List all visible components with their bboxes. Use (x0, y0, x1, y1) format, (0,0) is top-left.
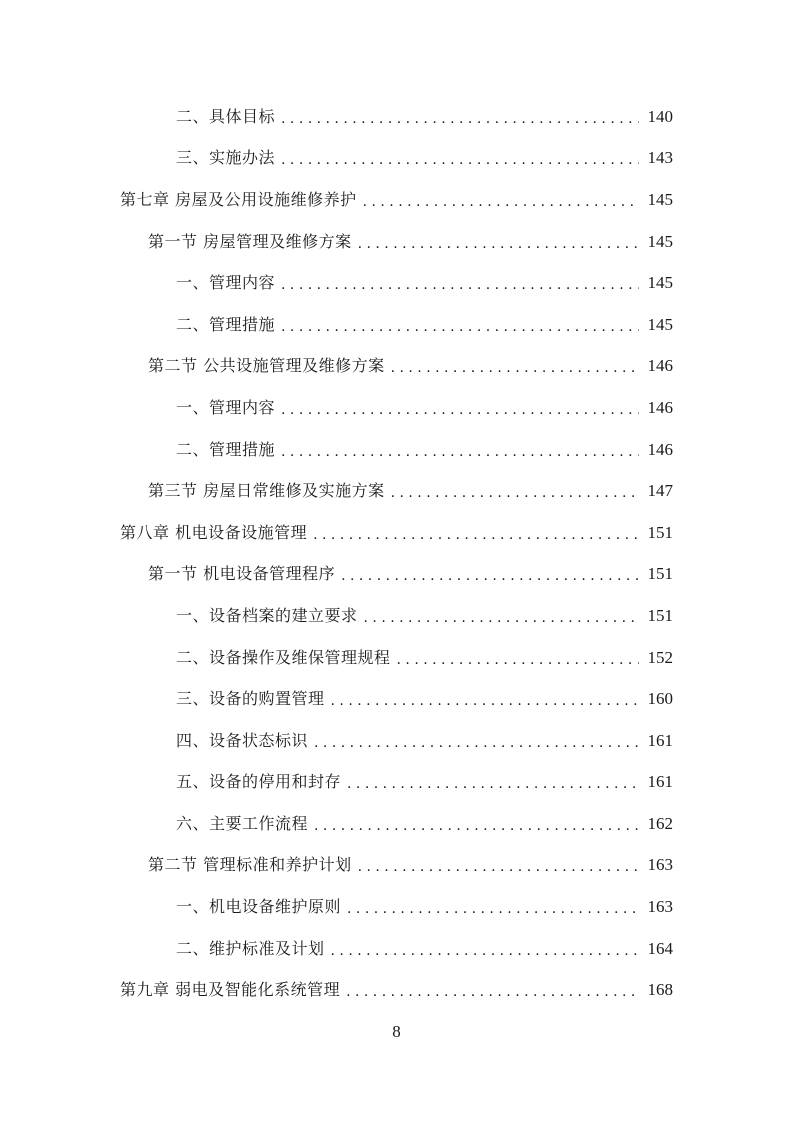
toc-entry[interactable] (0, 928, 793, 970)
toc-entry[interactable] (0, 346, 793, 388)
toc-entry-label: 五、设备的停用和封存 (176, 772, 342, 792)
toc-entry-page-number: 146 (647, 439, 673, 459)
toc-entry-label: 第三节 房屋日常维修及实施方案 (148, 481, 385, 501)
toc-entry-label: 一、管理内容 (176, 273, 276, 293)
toc-entry-page-number: 152 (647, 647, 673, 667)
dot-leader (314, 816, 639, 836)
dot-leader (281, 442, 639, 462)
toc-entry-label: 第八章 机电设备设施管理 (120, 522, 308, 542)
toc-entry[interactable] (0, 470, 793, 512)
dot-leader (281, 109, 639, 129)
toc-entry[interactable] (0, 637, 793, 679)
toc-entry-page-number: 146 (647, 397, 673, 417)
dot-leader (281, 150, 639, 170)
dot-leader (281, 275, 639, 295)
toc-entry-label: 第二节 公共设施管理及维修方案 (148, 356, 385, 376)
toc-entry-page-number: 163 (647, 855, 673, 875)
toc-entry-label: 四、设备状态标识 (176, 730, 309, 750)
toc-entry-page-number: 161 (647, 772, 673, 792)
toc-entry[interactable] (0, 304, 793, 346)
toc-entry-label: 三、实施办法 (176, 148, 276, 168)
toc-entry-label: 二、管理措施 (176, 439, 276, 459)
dot-leader (358, 857, 639, 877)
toc-entry-page-number: 147 (647, 481, 673, 501)
toc-entry-label: 二、设备操作及维保管理规程 (176, 647, 391, 667)
toc-entry[interactable] (0, 969, 793, 1011)
toc-entry[interactable] (0, 845, 793, 887)
dot-leader (331, 941, 639, 961)
toc-entry[interactable] (0, 720, 793, 762)
toc-entry[interactable] (0, 512, 793, 554)
dot-leader (346, 982, 639, 1002)
toc-entry-label: 第七章 房屋及公用设施维修养护 (120, 189, 357, 209)
dot-leader (347, 774, 639, 794)
dot-leader (314, 733, 639, 753)
toc-entry-page-number: 140 (647, 106, 673, 126)
toc-entry-label: 一、机电设备维护原则 (176, 897, 342, 917)
toc-entry[interactable] (0, 803, 793, 845)
page-number: 8 (392, 1022, 401, 1041)
dot-leader (364, 608, 639, 628)
toc-entry-page-number: 164 (647, 938, 673, 958)
dot-leader (281, 400, 639, 420)
toc-entry[interactable] (0, 554, 793, 596)
toc-entry-page-number: 160 (647, 689, 673, 709)
toc-entry-page-number: 145 (647, 314, 673, 334)
dot-leader (391, 483, 639, 503)
dot-leader (347, 899, 639, 919)
toc-entry[interactable] (0, 138, 793, 180)
toc-entry[interactable] (0, 179, 793, 221)
dot-leader (363, 192, 639, 212)
toc-entry-label: 第一节 机电设备管理程序 (148, 564, 336, 584)
toc-entry[interactable] (0, 262, 793, 304)
toc-entry-page-number: 146 (647, 356, 673, 376)
dot-leader (391, 358, 639, 378)
toc-entry[interactable] (0, 387, 793, 429)
toc-entry[interactable] (0, 762, 793, 804)
dot-leader (331, 691, 639, 711)
toc-entry[interactable] (0, 96, 793, 138)
toc-entry-page-number: 145 (647, 273, 673, 293)
dot-leader (397, 650, 639, 670)
toc-entry[interactable] (0, 221, 793, 263)
dot-leader (341, 566, 639, 586)
toc-entry-label: 六、主要工作流程 (176, 813, 309, 833)
toc-entry[interactable] (0, 595, 793, 637)
toc-entry-page-number: 145 (647, 189, 673, 209)
toc-entry-label: 三、设备的购置管理 (176, 689, 325, 709)
toc-entry-page-number: 145 (647, 231, 673, 251)
dot-leader (358, 234, 639, 254)
toc-entry-page-number: 168 (647, 980, 673, 1000)
toc-entry[interactable] (0, 886, 793, 928)
toc-entry-label: 第一节 房屋管理及维修方案 (148, 231, 352, 251)
toc-entry-label: 二、管理措施 (176, 314, 276, 334)
toc-entry-page-number: 151 (647, 564, 673, 584)
toc-entry-page-number: 161 (647, 730, 673, 750)
dot-leader (281, 317, 639, 337)
toc-entry-label: 一、设备档案的建立要求 (176, 605, 358, 625)
toc-entry-page-number: 162 (647, 813, 673, 833)
toc-entry-label: 一、管理内容 (176, 397, 276, 417)
toc-entry[interactable] (0, 678, 793, 720)
dot-leader (313, 525, 639, 545)
table-of-contents (0, 96, 793, 1011)
toc-entry-label: 第九章 弱电及智能化系统管理 (120, 980, 341, 1000)
toc-entry[interactable] (0, 429, 793, 471)
toc-entry-page-number: 151 (647, 605, 673, 625)
toc-entry-page-number: 163 (647, 897, 673, 917)
toc-entry-page-number: 151 (647, 522, 673, 542)
toc-entry-label: 第二节 管理标准和养护计划 (148, 855, 352, 875)
toc-entry-label: 二、具体目标 (176, 106, 276, 126)
toc-entry-label: 二、维护标准及计划 (176, 938, 325, 958)
toc-entry-page-number: 143 (647, 148, 673, 168)
